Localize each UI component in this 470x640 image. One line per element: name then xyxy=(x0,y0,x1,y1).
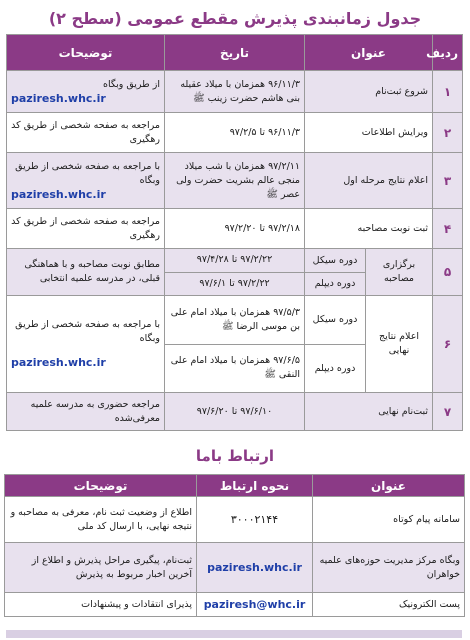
table-row xyxy=(5,543,465,593)
header-num: ردیف xyxy=(433,35,463,71)
table-row xyxy=(7,296,463,345)
contact-desc: پذیرای انتقادات و پیشنهادات xyxy=(5,593,197,617)
row-date: ۹۷/۲/۲۲ تا ۹۷/۴/۲۸ xyxy=(165,249,305,273)
table-header-row xyxy=(5,475,465,497)
row-desc-text: با مراجعه به صفحه شخصی از طریق وبگاه xyxy=(15,319,160,344)
row-desc xyxy=(7,71,165,113)
header-desc: توضیحات xyxy=(5,475,197,497)
header-method: نحوه ارتباط xyxy=(197,475,313,497)
header-title: عنوان xyxy=(313,475,465,497)
bottom-divider xyxy=(6,630,462,638)
header-title: عنوان xyxy=(305,35,433,71)
header-date: تاریخ xyxy=(165,35,305,71)
sub-title-table xyxy=(305,296,432,392)
contact-desc: اطلاع از وضعیت ثبت نام، معرفی به مصاحبه و نتیجه نهایی، با ارسال کد ملی xyxy=(5,497,197,543)
sub-label: دوره دیپلم xyxy=(314,363,356,374)
table-row xyxy=(7,153,463,209)
row-num: ۴ xyxy=(433,209,463,249)
row-date: ۹۷/۲/۱۱ همزمان با شب میلاد منجی عالم بشریت حضرت ولی عصر ﷺ xyxy=(165,153,305,209)
contact-method xyxy=(197,543,313,593)
sub-title-table xyxy=(305,249,432,295)
row-desc: مراجعه حضوری به مدرسه علمیه معرفی‌شده xyxy=(7,393,165,431)
row-title-main: اعلام نتایج نهایی xyxy=(366,296,433,392)
contact-title: ارتباط باما xyxy=(195,447,275,465)
row-num: ۵ xyxy=(433,249,463,296)
contact-table xyxy=(4,474,465,617)
table-row xyxy=(7,71,463,113)
row-title: ثبت‌نام نهایی xyxy=(305,393,433,431)
row-date: ۹۶/۱۱/۳ همزمان با میلاد عقیله بنی هاشم حضرت زینب ﷺ xyxy=(165,71,305,113)
contact-title-cell: سامانه پیام کوتاه xyxy=(313,497,465,543)
row-num: ۷ xyxy=(433,393,463,431)
row-title: شروع ثبت‌نام xyxy=(305,71,433,113)
sub-label: دوره سیکل xyxy=(305,249,365,273)
contact-desc: ثبت‌نام، پیگیری مراحل پذیرش و اطلاع از آخرین اخبار مربوط به پذیرش xyxy=(5,543,197,593)
contact-title-cell: پست الکترونیک xyxy=(313,593,465,617)
table-row xyxy=(7,113,463,153)
row-num: ۲ xyxy=(433,113,463,153)
row-desc-text: از طریق وبگاه xyxy=(103,78,160,90)
row-num: ۱ xyxy=(433,71,463,113)
sub-label: دوره دیپلم xyxy=(314,278,356,289)
row-date: ۹۷/۶/۱۰ تا ۹۷/۶/۲۰ xyxy=(165,393,305,431)
table-row xyxy=(7,393,463,431)
header-desc: توضیحات xyxy=(7,35,165,71)
row-num: ۶ xyxy=(433,296,463,393)
table-row xyxy=(7,249,463,273)
row-date: ۹۶/۱۱/۳ تا ۹۷/۲/۵ xyxy=(165,113,305,153)
contact-method xyxy=(197,593,313,617)
row-title: اعلام نتایج مرحله اول xyxy=(305,153,433,209)
row-date: ۹۷/۲/۲۲ تا ۹۷/۶/۱ xyxy=(165,272,305,296)
row-desc-text: با مراجعه به صفحه شخصی از طریق وبگاه xyxy=(15,160,160,186)
row-date: ۹۷/۲/۱۸ تا ۹۷/۲/۲۰ xyxy=(165,209,305,249)
schedule-table xyxy=(6,34,463,431)
row-desc: مراجعه به صفحه شخصی از طریق کد رهگیری xyxy=(7,113,165,153)
website-link[interactable]: paziresh.whc.ir xyxy=(11,91,106,105)
table-header-row xyxy=(7,35,463,71)
row-desc: مطابق نوبت مصاحبه و با هماهنگی قبلی، در مدرسه علمیه انتخابی xyxy=(7,249,165,296)
row-title xyxy=(305,296,433,393)
schedule-title: جدول زمانبندی پذیرش مقطع عمومی (سطح ۲) xyxy=(48,9,422,28)
row-num: ۳ xyxy=(433,153,463,209)
row-title: ویرایش اطلاعات xyxy=(305,113,433,153)
row-date: ۹۷/۵/۳ همزمان با میلاد امام علی بن موسی الرضا ﷺ xyxy=(165,296,305,345)
row-date: ۹۷/۶/۵ همزمان با میلاد امام علی النقی ﷺ xyxy=(165,344,305,393)
table-row xyxy=(5,497,465,543)
website-link[interactable]: paziresh.whc.ir xyxy=(11,356,106,369)
email-link[interactable]: paziresh@whc.ir xyxy=(203,597,306,611)
table-row xyxy=(5,593,465,617)
row-title-main: برگزاری مصاحبه xyxy=(366,249,433,295)
row-desc: مراجعه به صفحه شخصی از طریق کد رهگیری xyxy=(7,209,165,249)
table-row xyxy=(7,209,463,249)
row-desc xyxy=(7,296,165,393)
row-desc xyxy=(7,153,165,209)
sub-label: دوره سیکل xyxy=(305,296,365,345)
sms-number: ۳۰۰۰۲۱۴۴ xyxy=(197,497,313,543)
contact-title-cell: وبگاه مرکز مدیریت حوزه‌های علمیه خواهران xyxy=(313,543,465,593)
website-link[interactable]: paziresh.whc.ir xyxy=(11,187,106,201)
website-link[interactable]: paziresh.whc.ir xyxy=(207,560,302,574)
row-title xyxy=(305,249,433,296)
row-title: ثبت نوبت مصاحبه xyxy=(305,209,433,249)
